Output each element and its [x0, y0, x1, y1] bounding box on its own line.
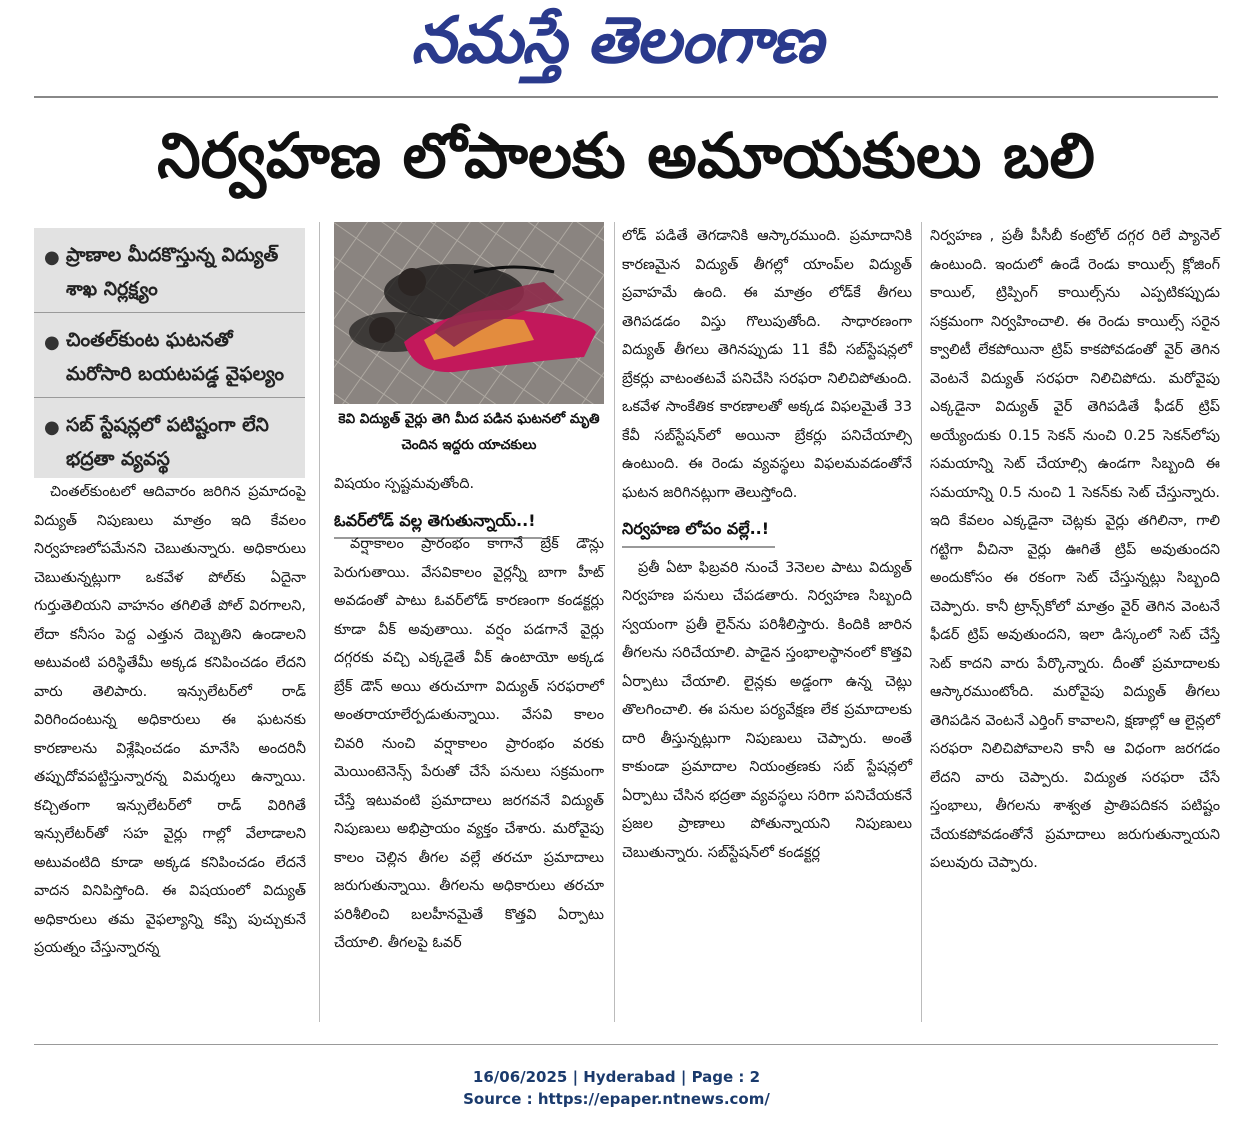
page-footer	[0, 1066, 1233, 1110]
highlight-item	[34, 398, 305, 482]
column-divider	[614, 222, 615, 1022]
article-paragraph: చింతల్‌కుంటలో ఆదివారం జరిగిన ప్రమాదంపై విద్యుత్ నిపుణులు మాత్రం ఇది కేవలం నిర్వహణలోపమేనని చెబుతున్నారు. అధికారులు చెబుతున్నట్లుగా ఒకవేళ పోల్‌కు ఏదైనా గుర్తుతెలియని వాహనం తగిలితే పోల్ విరగాలని, లేదా కనీసం పెద్ద ఎత్తున దెబ్బతిని ఉండాలని అటువంటి పరిస్థితేమీ అక్కడ కనిపించడం లేదని వారు తెలిపారు. ఇన్సులేటర్‌లో రాడ్ విరిగిందంటున్న అధికారులు ఈ ఘటనకు కారణాలను విశ్లేషించడం మానేసి అందరినీ తప్పుదోవపట్టిస్తున్నారన్న విమర్శలు ఉన్నాయి. కచ్చితంగా ఇన్సులేటర్‌లో రాడ్ విరిగితే ఇన్సులేటర్‌తో సహ వైర్లు గాల్లో వేలాడాలని అటువంటిది కూడా అక్కడ కనిపించడం లేదనే వాదన వినిపిస్తోంది. ఈ విషయంలో విద్యుత్ అధికారులు తమ వైఫల్యాన్ని కప్పి పుచ్చుకునే ప్రయత్నం చేస్తున్నారన్న	[34, 484, 306, 956]
column-divider	[921, 222, 922, 1022]
highlights-box	[34, 228, 305, 478]
column-divider	[319, 222, 320, 1022]
article-paragraph: వర్షాకాలం ప్రారంభం కాగానే బ్రేక్ డౌన్లు పెరుగుతాయి. వేసవికాలం వైర్లన్నీ బాగా హీట్ అవడంతో పాటు ఓవర్‌లోడ్ కారణంగా కండక్టర్లు కూడా వీక్ అవుతాయి. వర్షం పడగానే వైర్లు దగ్గరకు వచ్చి ఎక్కడైతే వీక్ ఉంటాయో అక్కడ బ్రేక్ డౌన్ అయి తరుచూగా విద్యుత్ సరఫరాలో అంతరాయాలేర్పడుతున్నాయి. వేసవి కాలం చివరి నుంచి వర్షాకాలం ప్రారంభం వరకు మెయింటెనెన్స్ పేరుతో చేసే పనులు సక్రమంగా చేస్తే ఇటువంటి ప్రమాదాలు జరగవనే విద్యుత్ నిపుణులు అభిప్రాయం వ్యక్తం చేశారు. మరోవైపు కాలం చెల్లిన తీగల వల్లే తరచూ ప్రమాదాలు జరుగుతున్నాయి. తీగలను అధికారులు తరచూ పరిశీలించి బలహీనమైతే కొత్తవి ఏర్పాటు చేయాలి. తీగలపై ఓవర్	[334, 536, 604, 951]
article-paragraph: ప్రతీ ఏటా ఫిబ్రవరి నుంచే 3నెలల పాటు విద్యుత్ నిర్వహణ పనులు చేపడతారు. నిర్వహణ సిబ్బంది స్వయంగా ప్రతీ లైన్‌ను పరిశీలిస్తారు. కిందికి జారిన తీగలను సరిచేయాలి. పాడైన స్తంభాలస్థానంలో కొత్తవి ఏర్పాటు చేయాలి. లైన్లకు అడ్డంగా ఉన్న చెట్లు తొలగించాలి. ఈ పనుల పర్యవేక్షణ లేక ప్రమాదాలకు దారి తీస్తున్నట్లుగా నిపుణులు చెప్పారు. అంతే కాకుండా ప్రమాదాల నియంత్రణకు సబ్ స్టేషన్లలో ఏర్పాటు చేసిన భద్రతా వ్యవస్థలు సరిగా పనిచేయకనే ప్రజల ప్రాణాలు పోతున్నాయని నిపుణులు చెబుతున్నారు. సబ్‌స్టేషన్‌లో కండక్టర్ల	[622, 559, 912, 861]
news-photo	[334, 222, 604, 404]
bullet-icon: ●	[44, 247, 60, 268]
highlight-text: చింతల్‌కుంట ఘటనతో మరోసారి బయటపడ్డ వైఫల్యం	[66, 329, 285, 385]
masthead-logo: నమస్తే తెలంగాణ	[410, 4, 823, 78]
bullet-icon: ●	[44, 332, 60, 353]
article-column-2	[334, 530, 604, 958]
highlight-item	[34, 228, 305, 313]
headline: నిర్వహణ లోపాలకు అమాయకులు బలి	[157, 119, 1095, 192]
top-divider	[34, 96, 1218, 98]
article-column-4	[930, 222, 1220, 878]
highlight-text: ప్రాణాల మీదకొస్తున్న విద్యుత్ శాఖ నిర్లక్ష్యం	[66, 244, 279, 300]
photo-caption: కెవి విద్యుత్ వైర్లు తెగి మీద పడిన ఘటనలో మృతి చెందిన ఇద్దరు యాచకులు	[338, 411, 600, 453]
bottom-divider	[34, 1044, 1218, 1045]
article-paragraph: లోడ్ పడితే తెగడానికి ఆస్కారముంది. ప్రమాదానికి కారణమైన విద్యుత్ తీగల్లో యాంప్‌ల విద్యుత్ ప్రవాహమే ఉంది. ఈ మాత్రం లోడ్‌కే తీగలు తెగిపడడం విస్తు గొలుపుతోంది. సాధారణంగా విద్యుత్ తీగలు తెగినప్పుడు 11 కేవీ సబ్‌స్టేషన్లలో బ్రేకర్లు వాటంతటవే పనిచేసి సరఫరా నిలిచిపోతుంది. ఒకవేళ సాంకేతిక కారణాలతో అక్కడ విఫలమైతే 33 కేవీ సబ్‌స్టేషన్‌లో అయినా బ్రేకర్లు పనిచేయాల్సి ఉంటుంది. ఈ రెండు వ్యవస్థలు విఫలమవడంతోనే ఘటన జరిగినట్లుగా తెలుస్తోంది.	[622, 228, 912, 501]
highlight-item	[34, 313, 305, 398]
highlight-text: సబ్ స్టేషన్లలో పటిష్టంగా లేని భద్రతా వ్యవస్థ	[66, 414, 269, 470]
article-paragraph: విషయం స్పష్టమవుతోంది.	[334, 476, 475, 492]
photo-illustration	[334, 222, 604, 404]
footer-dateline: 16/06/2025 | Hyderabad | Page : 2	[472, 1068, 761, 1086]
subheading: నిర్వహణ లోపం వల్లే..!	[622, 515, 775, 548]
subheading: ఓవర్‌లోడ్ వల్ల తెగుతున్నాయ్..!	[334, 507, 542, 540]
footer-source[interactable]: Source : https://epaper.ntnews.com/	[463, 1090, 770, 1108]
bullet-icon: ●	[44, 417, 60, 438]
article-paragraph: నిర్వహణ , ప్రతీ పీసీబీ కంట్రోల్ దగ్గర రిలే ప్యానెల్ ఉంటుంది. ఇందులో ఉండే రెండు కాయిల్స్ క్లోజింగ్ కాయిల్, ట్రిప్పింగ్ కాయిల్స్‌ను ఎప్పటికప్పుడు సక్రమంగా నిర్వహించాలి. ఈ రెండు కాయిల్స్ సరైన క్వాలిటీ లేకపోయినా ట్రిప్ కాకపోవడంతో వైర్ తెగిన వెంటనే విద్యుత్ సరఫరా నిలిచిపోదు. మరోవైపు ఎక్కడైనా విద్యుత్ వైర్ తెగిపడితే ఫీడర్ ట్రిప్ అయ్యేందుకు 0.15 సెకన్ నుంచి 0.25 సెకన్‌లోపు సమయాన్ని సెట్ చేయాల్సి ఉండగా సిబ్బంది ఈ సమయాన్ని 0.5 నుంచి 1 సెకన్‌కు సెట్ చేస్తున్నారు. ఇది కేవలం ఎక్కడైనా చెట్లకు వైర్లు తగిలినా, గాలి గట్టిగా వీచినా వైర్లు ఊగితే ట్రిప్ అవుతుందని అందుకోసం ఈ రకంగా సెట్ చేస్తున్నట్లు సిబ్బంది చెప్పారు. కానీ ట్రాన్స్‌కోలో మాత్రం వైర్ తెగిన వెంటనే ఫీడర్ ట్రిప్ అవుతుందని, ఇలా డిస్కంలో సెట్ చేస్తే సెట్ కాదని వారు పేర్కొన్నారు. దీంతో ప్రమాదాలకు ఆస్కారముంటోంది. మరోవైపు విద్యుత్ తీగలు తెగిపడిన వెంటనే ఎర్తింగ్ కావాలని, క్షణాల్లో ఆ లైన్లలో సరఫరా నిలిచిపోవాలని కానీ ఆ విధంగా జరగడం లేదని వారు చెప్పారు. విద్యుత సరఫరా చేసే స్తంభాలు, తీగలను శాశ్వత ప్రాతిపదికన పటిష్టం చేయకపోవడంతోనే ప్రమాదాలు జరుగుతున్నాయని పలువురు చెప్పారు.	[930, 228, 1220, 871]
article-column-3	[622, 222, 912, 867]
article-column-1	[34, 478, 306, 963]
